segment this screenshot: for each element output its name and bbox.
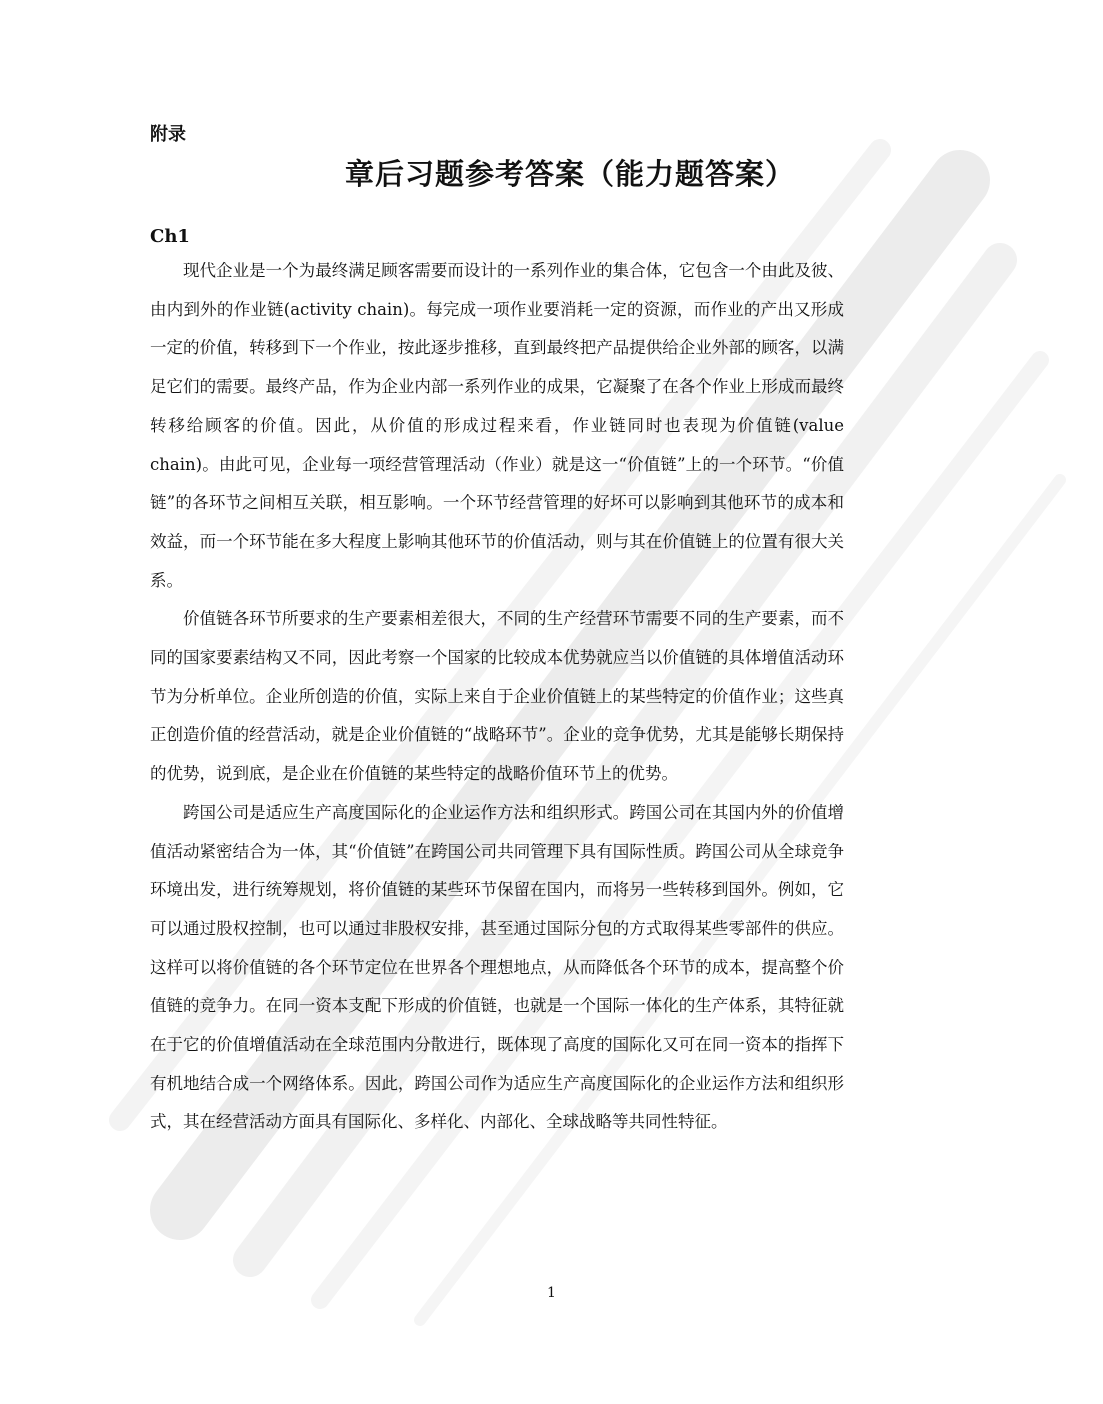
page-number: 1 <box>547 1285 556 1301</box>
body-text <box>150 252 844 1142</box>
chapter-heading: Ch1 <box>150 226 190 247</box>
paragraph: 现代企业是一个为最终满足顾客需要而设计的一系列作业的集合体，它包含一个由此及彼、由内到外的作业链(activity chain)。每完成一项作业要消耗一定的资源，而作业的产出又形成一定的价值，转移到下一个作业，按此逐步推移，直到最终把产品提供给企业外部的顾客，以满足它们的需要。最终产品，作为企业内部一系列作业的成果，它凝聚了在各个作业上形成而最终转移给顾客的价值。因此，从价值的形成过程来看，作业链同时也表现为价值链(value chain)。由此可见，企业每一项经营管理活动（作业）就是这一“价值链”上的一个环节。“价值链”的各环节之间相互关联，相互影响。一个环节经营管理的好坏可以影响到其他环节的成本和效益，而一个环节能在多大程度上影响其他环节的价值活动，则与其在价值链上的位置有很大关系。 <box>150 261 844 590</box>
paragraph: 跨国公司是适应生产高度国际化的企业运作方法和组织形式。跨国公司在其国内外的价值增值活动紧密结合为一体，其“价值链”在跨国公司共同管理下具有国际性质。跨国公司从全球竞争环境出发，进行统筹规划，将价值链的某些环节保留在国内，而将另一些转移到国外。例如，它可以通过股权控制，也可以通过非股权安排，甚至通过国际分包的方式取得某些零部件的供应。这样可以将价值链的各个环节定位在世界各个理想地点，从而降低各个环节的成本，提高整个价值链的竞争力。在同一资本支配下形成的价值链，也就是一个国际一体化的生产体系，其特征就在于它的价值增值活动在全球范围内分散进行，既体现了高度的国际化又可在同一资本的指挥下有机地结合成一个网络体系。因此，跨国公司作为适应生产高度国际化的企业运作方法和组织形式，其在经营活动方面具有国际化、多样化、内部化、全球战略等共同性特征。 <box>150 802 844 1132</box>
paragraph: 价值链各环节所要求的生产要素相差很大，不同的生产经营环节需要不同的生产要素，而不同的国家要素结构又不同，因此考察一个国家的比较成本优势就应当以价值链的具体增值活动环节为分析单位。企业所创造的价值，实际上来自于企业价值链上的某些特定的价值作业；这些真正创造价值的经营活动，就是企业价值链的“战略环节”。企业的竞争优势，尤其是能够长期保持的优势，说到底，是企业在价值链的某些特定的战略价值环节上的优势。 <box>150 609 844 784</box>
page-title: 章后习题参考答案（能力题答案） <box>344 157 795 191</box>
appendix-label: 附录 <box>150 124 186 145</box>
